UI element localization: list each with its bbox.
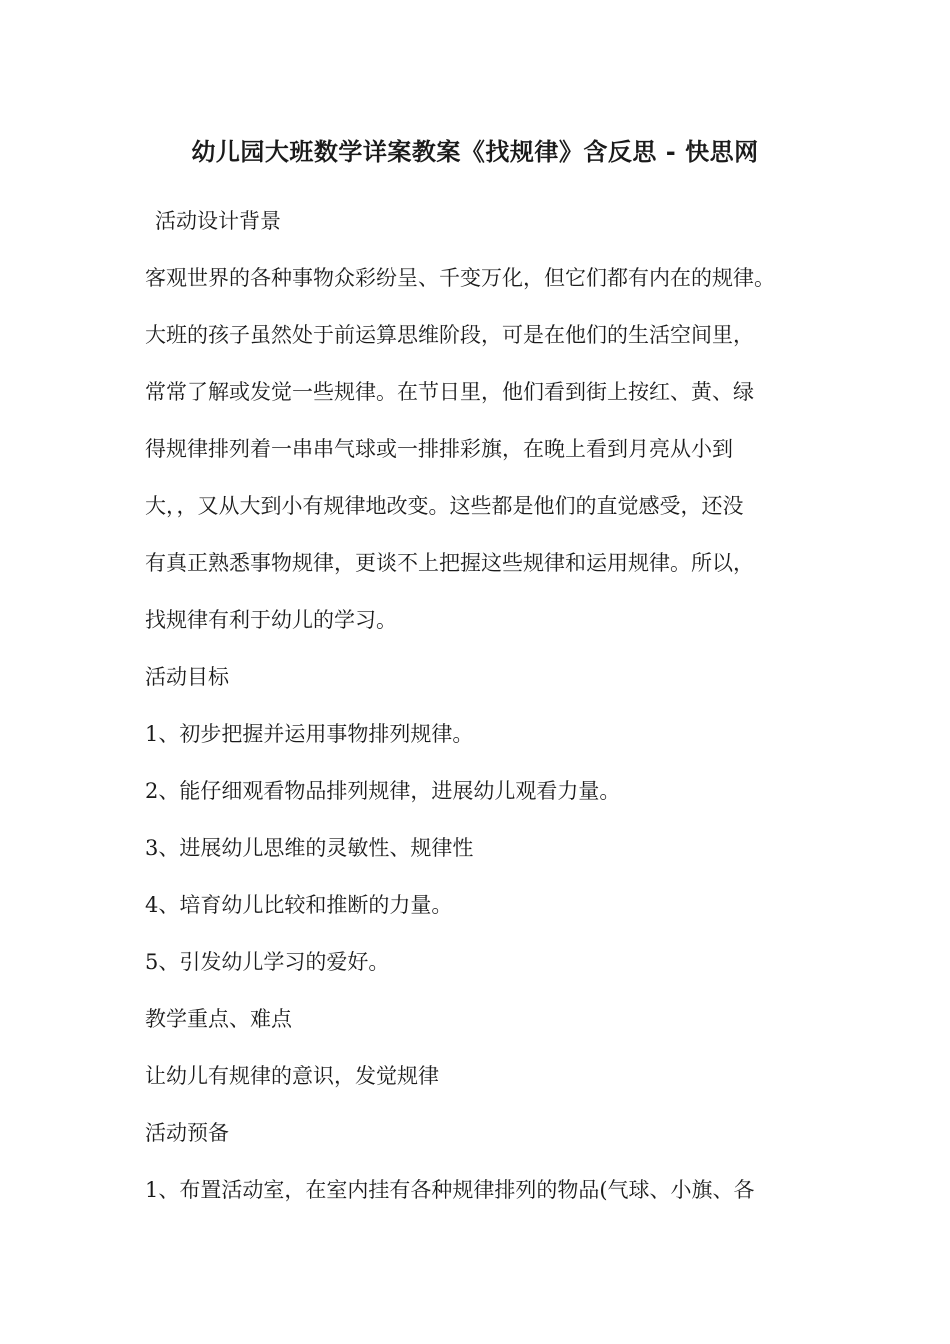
paragraph-line: 大班的孩子虽然处于前运算思维阶段，可是在他们的生活空间里， [145, 323, 754, 347]
list-item: 1、初步把握并运用事物排列规律。 [145, 722, 474, 746]
paragraph-line: 常常了解或发觉一些规律。在节日里，他们看到街上按红、黄、绿 [145, 380, 754, 404]
paragraph-line: 得规律排列着一串串气球或一排排彩旗，在晚上看到月亮从小到 [145, 437, 733, 461]
paragraph-line: 大，，又从大到小有规律地改变。这些都是他们的直觉感受，还没 [145, 494, 744, 518]
paragraph-line: 有真正熟悉事物规律，更谈不上把握这些规律和运用规律。所以， [145, 551, 754, 575]
section-heading-goals: 活动目标 [145, 665, 229, 689]
document-title: 幼儿园大班数学详案教案《找规律》含反思 - 快思网 [191, 138, 759, 166]
paragraph-line: 客观世界的各种事物众彩纷呈、千变万化，但它们都有内在的规律。 [145, 266, 775, 290]
list-item: 5、引发幼儿学习的爱好。 [145, 950, 390, 974]
paragraph-line: 让幼儿有规律的意识，发觉规律 [145, 1064, 439, 1088]
section-heading-background: 活动设计背景 [155, 209, 281, 233]
list-item: 1、布置活动室，在室内挂有各种规律排列的物品(气球、小旗、各 [145, 1178, 755, 1202]
paragraph-line: 找规律有利于幼儿的学习。 [145, 608, 397, 632]
section-heading-key-points: 教学重点、难点 [145, 1007, 292, 1031]
section-heading-preparation: 活动预备 [145, 1121, 229, 1145]
list-item: 2、能仔细观看物品排列规律，进展幼儿观看力量。 [145, 779, 621, 803]
list-item: 4、培育幼儿比较和推断的力量。 [145, 893, 453, 917]
list-item: 3、进展幼儿思维的灵敏性、规律性 [145, 836, 474, 860]
